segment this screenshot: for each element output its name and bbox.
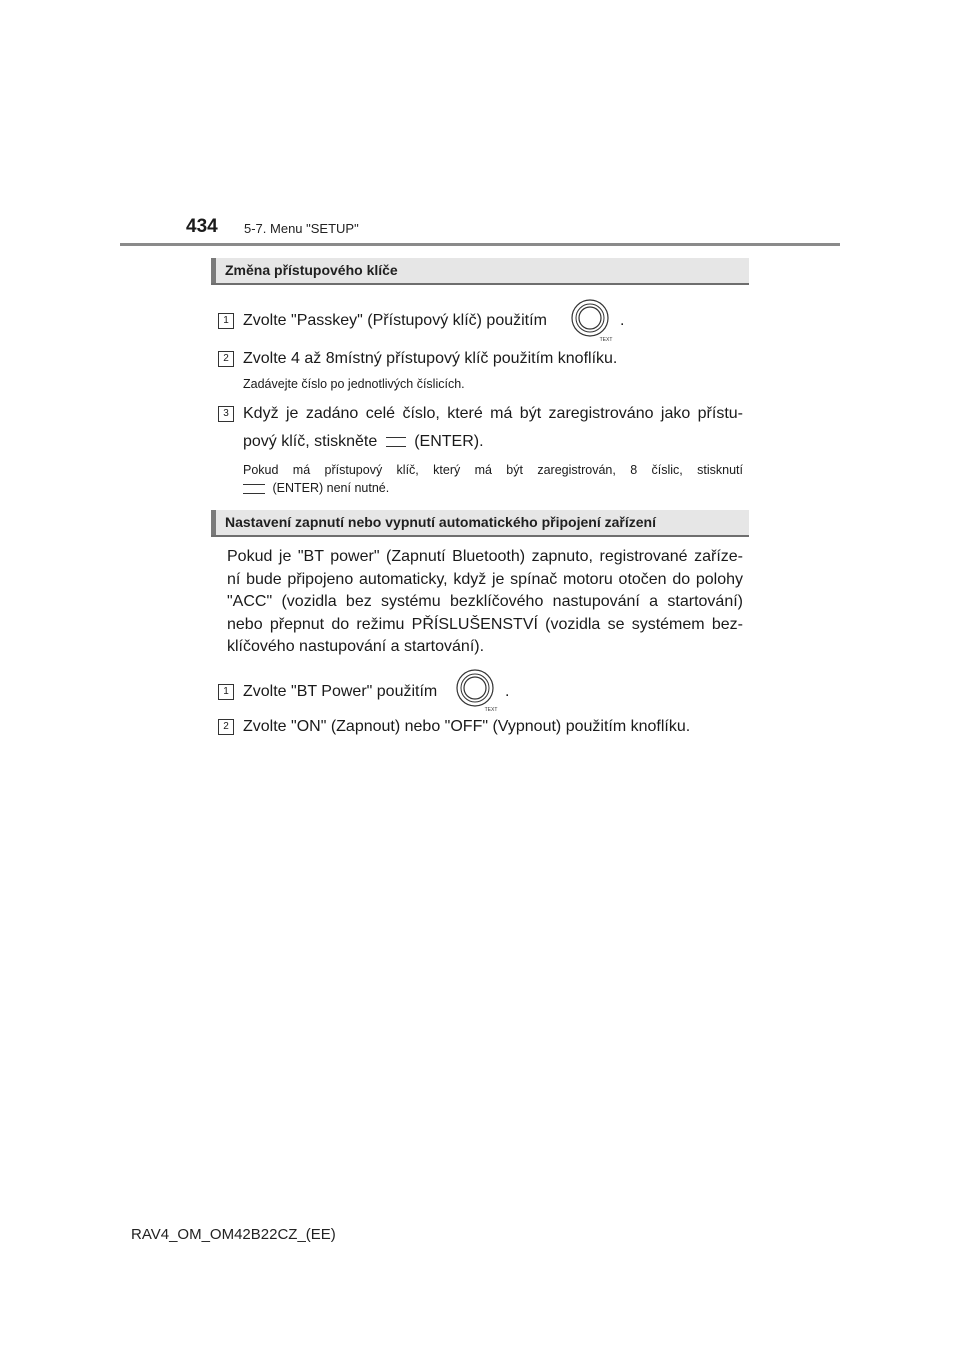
knob-label: TEXT: [484, 707, 498, 713]
step-text-after: .: [505, 683, 510, 700]
step-note: Zadávejte číslo po jednotlivých číslicích.: [243, 377, 465, 391]
step-text: Zvolte 4 až 8místný přístupový klíč použitím knoflíku.: [243, 350, 618, 367]
page-number: 434: [186, 216, 218, 237]
step-text: [243, 683, 437, 701]
step-text-line: Když je zadáno celé číslo, které má být zaregistrováno jako přístu-: [243, 405, 743, 422]
step-text-before: pový klíč, stiskněte: [243, 433, 378, 450]
step-text-before: Zvolte "BT Power" použitím: [243, 683, 438, 700]
step-text-before: Zvolte "Passkey" (Přístupový klíč) použitím: [243, 312, 547, 329]
description-paragraph: [227, 546, 743, 659]
section-heading-passkey: [211, 258, 749, 285]
tune-knob-icon: [452, 667, 498, 713]
paragraph-line: nebo přepnut do režimu PŘÍSLUŠENSTVÍ (vozidla se systémem bez-: [227, 615, 743, 633]
step-number: 2: [218, 351, 234, 367]
heading-accent-bar: [211, 258, 216, 283]
paragraph-line: ní bude připojeno automaticky, když je spínač motoru otočen do polohy: [227, 570, 743, 588]
step-number: 1: [218, 313, 234, 329]
step-text-after: (ENTER).: [414, 433, 484, 450]
document-code: RAV4_OM_OM42B22CZ_(EE): [131, 1226, 336, 1243]
step-text-after: .: [620, 312, 625, 329]
knob-label: TEXT: [599, 337, 613, 343]
step-number: 1: [218, 684, 234, 700]
paragraph-line: Pokud je "BT power" (Zapnutí Bluetooth) zapnuto, registrované zaříze-: [227, 548, 743, 565]
step-note-line: [243, 481, 389, 495]
section-title: 5-7. Menu "SETUP": [244, 221, 359, 236]
step-number: 2: [218, 719, 234, 735]
paragraph-line: klíčového nastupování a startování).: [227, 638, 485, 655]
step-text: Zvolte "ON" (Zapnout) nebo "OFF" (Vypnout) použitím knoflíku.: [243, 718, 691, 735]
enter-button-icon: [243, 484, 265, 494]
step-text-line: [243, 433, 484, 451]
step-number: 3: [218, 406, 234, 422]
step-text: [243, 312, 547, 330]
heading-accent-bar: [211, 510, 216, 535]
tune-knob-icon: [567, 297, 613, 343]
paragraph-line: "ACC" (vozidla bez systému bezklíčového nastupování a startování): [227, 593, 743, 610]
step-note-text: (ENTER) není nutné.: [272, 481, 390, 495]
section-heading-bt-power: [211, 510, 749, 537]
section-heading-text: Nastavení zapnutí nebo vypnutí automatického připojení zařízení: [225, 514, 656, 530]
enter-button-icon: [386, 437, 406, 447]
header-divider: [120, 243, 840, 246]
section-heading-text: Změna přístupového klíče: [225, 262, 398, 278]
step-note-line: Pokud má přístupový klíč, který má být zaregistrován, 8 číslic, stisknutí: [243, 463, 743, 477]
